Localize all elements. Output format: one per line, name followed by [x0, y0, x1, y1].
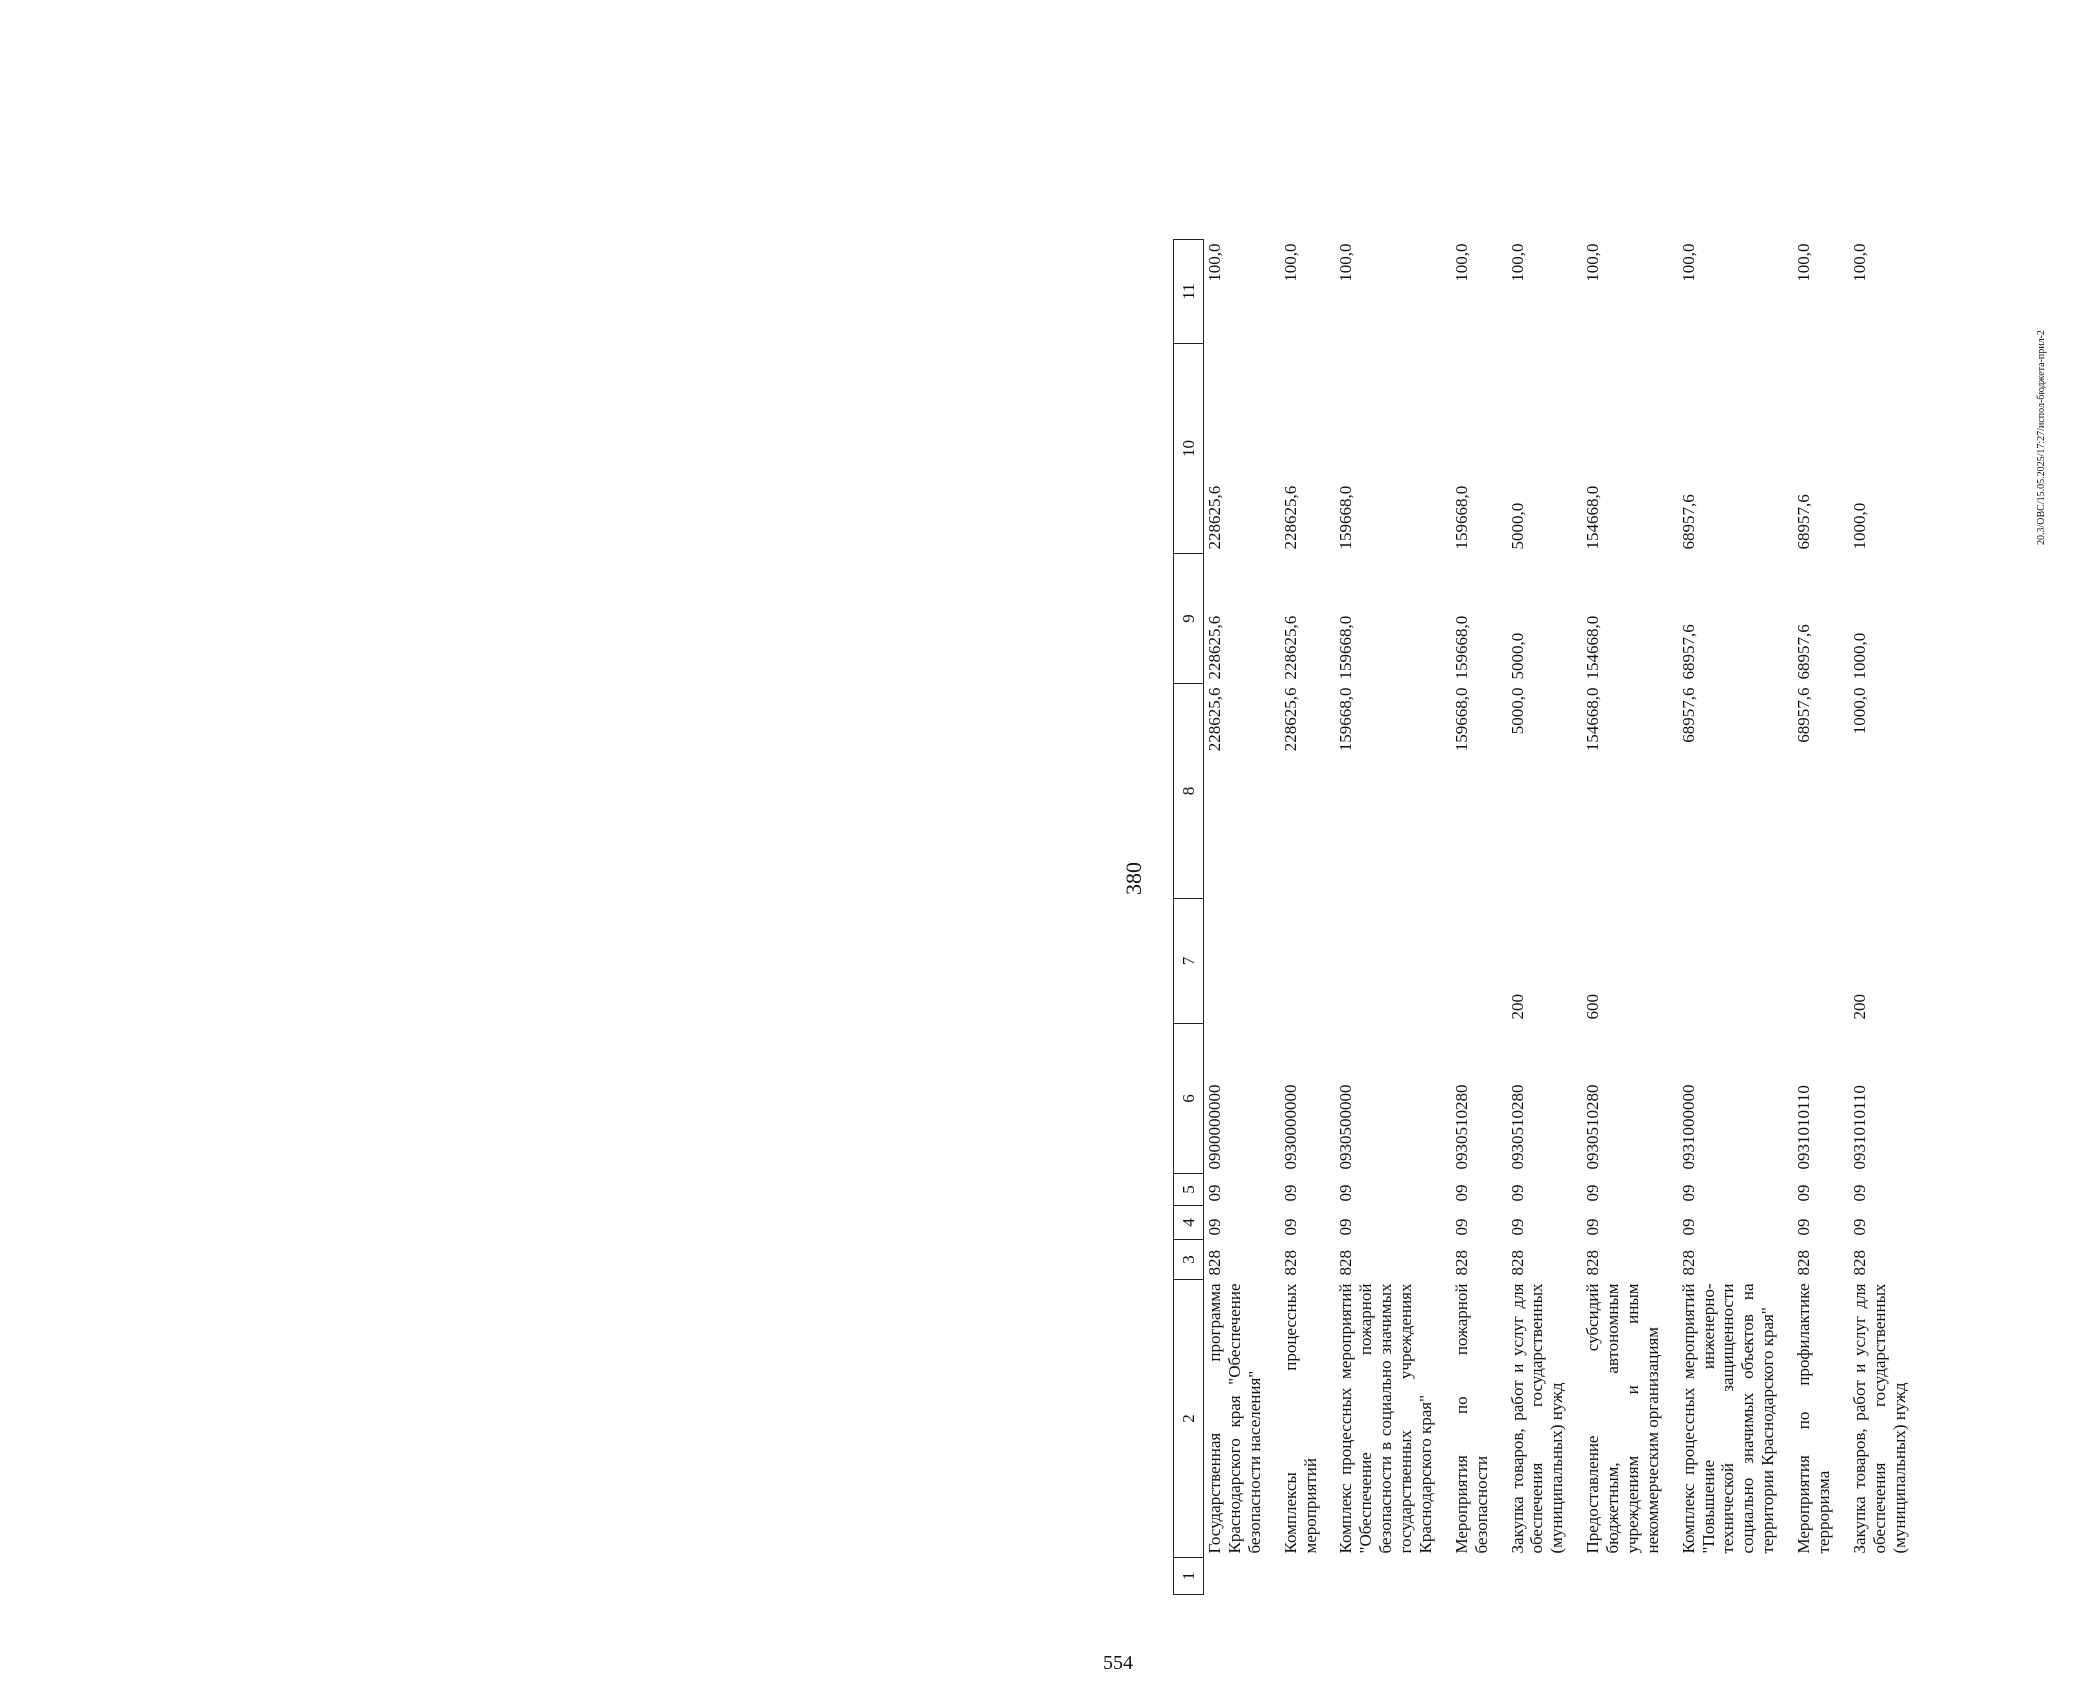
row-number: [1506, 1558, 1582, 1595]
item-name: Предоставление субсидий бюджетным, автономным учреждениям и иным некоммерческим организациям: [1583, 1283, 1662, 1554]
header-cell: 4: [1174, 1206, 1204, 1240]
corner-page-number: 554: [1103, 1652, 1133, 1674]
header-cell: 11: [1174, 240, 1204, 344]
amount-planned: 68957,6: [1678, 687, 1698, 743]
execution-percent: 100,0: [1678, 243, 1698, 282]
row-number: [1279, 1558, 1335, 1595]
expense-type-code: 600: [1583, 994, 1603, 1020]
subsection-code: 09: [1794, 1184, 1813, 1202]
row-number: [1334, 1558, 1449, 1595]
table-row: [1334, 240, 1449, 1595]
table-row: [1204, 240, 1279, 1595]
amount-approved: 1000,0: [1849, 632, 1869, 680]
execution-percent: 100,0: [1336, 243, 1356, 282]
header-cell: 7: [1174, 899, 1204, 1024]
expense-type-code: 200: [1849, 994, 1869, 1020]
amount-approved: 228625,6: [1280, 615, 1300, 680]
row-number: [1848, 1558, 1924, 1595]
amount-approved: 159668,0: [1451, 615, 1471, 680]
table-row: [1848, 240, 1924, 1595]
header-cell: 10: [1174, 344, 1204, 554]
table-row: [1450, 240, 1506, 1595]
section-code: 09: [1678, 1218, 1698, 1236]
table-row: [1279, 240, 1335, 1595]
item-name: Мероприятия по пожарной безопасности: [1451, 1283, 1491, 1554]
header-cell: 1: [1174, 1558, 1204, 1595]
rotated-page: [1121, 70, 2081, 1595]
section-code: 09: [1794, 1218, 1813, 1236]
ministry-code: 828: [1849, 1250, 1869, 1276]
amount-planned: 228625,6: [1280, 687, 1300, 752]
row-number: [1450, 1558, 1506, 1595]
amount-executed: 159668,0: [1336, 485, 1356, 550]
target-item-code: 0931000000: [1678, 1084, 1698, 1170]
section-code: 09: [1451, 1218, 1471, 1236]
amount-planned: 228625,6: [1205, 687, 1224, 752]
amount-planned: 1000,0: [1849, 687, 1869, 735]
execution-percent: 100,0: [1507, 243, 1527, 282]
amount-executed: 228625,6: [1280, 485, 1300, 550]
ministry-code: 828: [1280, 1250, 1300, 1276]
amount-executed: 154668,0: [1583, 485, 1603, 550]
table-row: [1792, 240, 1848, 1595]
amount-executed: 228625,6: [1205, 485, 1224, 550]
ministry-code: 828: [1583, 1250, 1603, 1276]
amount-executed: 1000,0: [1849, 502, 1869, 550]
target-item-code: 0930000000: [1280, 1084, 1300, 1170]
header-cell: 2: [1174, 1280, 1204, 1558]
header-cell: 9: [1174, 554, 1204, 684]
amount-planned: 5000,0: [1507, 687, 1527, 735]
subsection-code: 09: [1451, 1184, 1471, 1202]
target-item-code: 0931010110: [1849, 1085, 1869, 1170]
subsection-code: 09: [1336, 1184, 1356, 1202]
amount-approved: 154668,0: [1583, 615, 1603, 680]
section-code: 09: [1280, 1218, 1300, 1236]
expense-type-code: [1450, 899, 1506, 1024]
subsection-code: 09: [1205, 1184, 1224, 1202]
header-cell: 6: [1174, 1024, 1204, 1174]
ministry-code: 828: [1451, 1250, 1471, 1276]
table-row: [1677, 240, 1792, 1595]
row-number: [1677, 1558, 1792, 1595]
subsection-code: 09: [1583, 1184, 1603, 1202]
ministry-code: 828: [1205, 1250, 1224, 1276]
section-code: 09: [1205, 1218, 1224, 1236]
target-item-code: 0900000000: [1205, 1084, 1224, 1170]
execution-percent: 100,0: [1794, 243, 1813, 282]
ministry-code: 828: [1336, 1250, 1356, 1276]
target-item-code: 0930510280: [1583, 1084, 1603, 1170]
amount-planned: 68957,6: [1794, 687, 1813, 743]
ministry-code: 828: [1678, 1250, 1698, 1276]
expense-type-code: [1792, 899, 1848, 1024]
execution-percent: 100,0: [1849, 243, 1869, 282]
item-name: Закупка товаров, работ и услуг для обеспечения государственных (муниципальных) нужд: [1849, 1283, 1909, 1554]
item-name: Комплекс процессных мероприятий "Обеспечение пожарной безопасности в социально значимых государственных учреждениях Краснодарского края": [1336, 1283, 1435, 1554]
budget-table: [1173, 239, 1923, 1595]
execution-percent: 100,0: [1205, 243, 1224, 282]
amount-approved: 228625,6: [1205, 615, 1224, 680]
section-code: 09: [1583, 1218, 1603, 1236]
execution-percent: 100,0: [1451, 243, 1471, 282]
amount-approved: 68957,6: [1794, 624, 1813, 680]
expense-type-code: 200: [1507, 994, 1527, 1020]
header-cell: 3: [1174, 1240, 1204, 1280]
amount-executed: 159668,0: [1451, 485, 1471, 550]
target-item-code: 0931010110: [1794, 1085, 1813, 1170]
document-footer-code: 20.3/ОВС/15.05.2025/17:27/испол-бюджета-прил-2: [2036, 330, 2047, 545]
row-number: [1581, 1558, 1677, 1595]
amount-planned: 154668,0: [1583, 687, 1603, 752]
amount-executed: 5000,0: [1507, 502, 1527, 550]
ministry-code: 828: [1507, 1250, 1527, 1276]
item-name: Мероприятия по профилактике терроризма: [1794, 1283, 1833, 1554]
execution-percent: 100,0: [1280, 243, 1300, 282]
subsection-code: 09: [1507, 1184, 1527, 1202]
execution-percent: 100,0: [1583, 243, 1603, 282]
section-code: 09: [1507, 1218, 1527, 1236]
subsection-code: 09: [1849, 1184, 1869, 1202]
amount-planned: 159668,0: [1336, 687, 1356, 752]
header-cell: 5: [1174, 1174, 1204, 1206]
amount-executed: 68957,6: [1794, 494, 1813, 550]
expense-type-code: [1334, 899, 1449, 1024]
expense-type-code: [1279, 899, 1335, 1024]
expense-type-code: [1204, 899, 1279, 1024]
subsection-code: 09: [1678, 1184, 1698, 1202]
row-number: [1792, 1558, 1848, 1595]
target-item-code: 0930500000: [1336, 1084, 1356, 1170]
expense-type-code: [1677, 899, 1792, 1024]
section-code: 09: [1336, 1218, 1356, 1236]
target-item-code: 0930510280: [1507, 1084, 1527, 1170]
amount-approved: 159668,0: [1336, 615, 1356, 680]
header-cell: 8: [1174, 684, 1204, 899]
ministry-code: 828: [1794, 1250, 1813, 1276]
table-row: [1506, 240, 1582, 1595]
amount-planned: 159668,0: [1451, 687, 1471, 752]
target-item-code: 0930510280: [1451, 1084, 1471, 1170]
section-code: 09: [1849, 1218, 1869, 1236]
amount-approved: 5000,0: [1507, 632, 1527, 680]
amount-executed: 68957,6: [1678, 494, 1698, 550]
amount-approved: 68957,6: [1678, 624, 1698, 680]
table-row: [1581, 240, 1677, 1595]
header-row: [1174, 240, 1204, 1595]
item-name: Комплексы процессных мероприятий: [1280, 1283, 1320, 1554]
page-number: 380: [1121, 862, 1146, 895]
item-name: Комплекс процессных мероприятий "Повышение инженерно-технической защищенности социально значимых объектов на территории Краснодарского края": [1678, 1283, 1778, 1554]
row-number: [1204, 1558, 1279, 1595]
subsection-code: 09: [1280, 1184, 1300, 1202]
item-name: Закупка товаров, работ и услуг для обеспечения государственных (муниципальных) нужд: [1507, 1283, 1567, 1554]
item-name: Государственная программа Краснодарского края "Обеспечение безопасности населения": [1205, 1283, 1264, 1554]
